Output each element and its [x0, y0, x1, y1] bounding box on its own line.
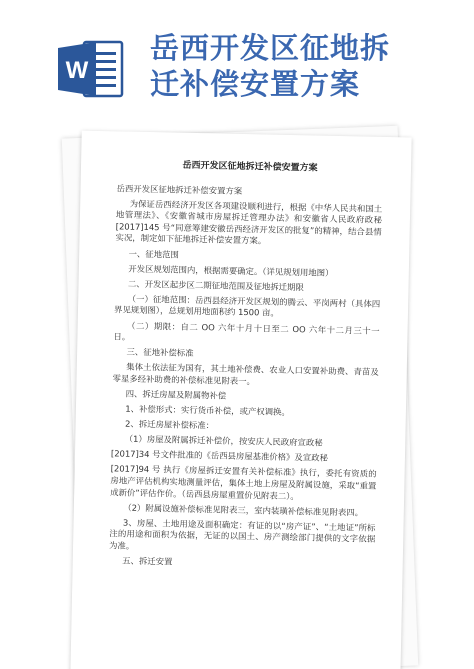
document-title: 岳西开发区征地拆迁补偿安置方案 [182, 160, 318, 174]
title-line-2: 迁补偿安置方案 [150, 67, 361, 101]
paragraph: （1）房屋及附属拆迁补偿价，按安庆人民政府宣政秘 [124, 433, 323, 448]
paragraph: 岳西开发区征地拆迁补偿安置方案 [116, 182, 243, 196]
page-title [150, 30, 470, 102]
word-letter: W [65, 57, 89, 84]
section-heading: 五、拆迁安置 [122, 555, 173, 567]
section-heading: 四、拆迁房屋及附属物补偿 [125, 388, 227, 401]
title-line-1: 岳西开发区征地拆 [150, 31, 391, 65]
paragraph: [2017]94 号 执行《房屋拆迁安置有关补偿标准》执行，委托有资质的房地产评估机构实地测量评估，集体土地上房屋及附属设施，采取“重置成新价”评估作价。（岳西县房屋重置价见附表二）。 [110, 463, 377, 501]
word-document-icon [58, 40, 124, 98]
document-preview-area [0, 112, 474, 669]
document-page[interactable] [70, 131, 411, 669]
paragraph: [2017]34 号文件批准的《岳西县房屋基准价格》及宣政秘 [110, 448, 329, 464]
header-banner [0, 0, 474, 112]
paragraph: 3、房屋、土地用途及面积确定：有证的以“房产证”、“土地证”所标注的用途和面积为依据，无证的以国土、房产测绘部门提供的文字依据为准。 [108, 517, 376, 551]
section-heading: 二、开发区起步区二期征地范围及征地拆迁期限 [127, 278, 304, 293]
paragraph: 2、拆迁房屋补偿标准： [124, 418, 215, 431]
paragraph: （一）征地范围：岳西县经济开发区规划的腾云、平岗两村（具体四界见规划图），总规划用地面积约 1500 亩。 [113, 293, 381, 319]
paragraph: （二）期限：自二 OO 六年十月十日至二 OO 六年十二月三十一日。 [113, 320, 380, 342]
section-heading: 一、征地范围 [128, 248, 179, 260]
paragraph: 开发区规划范围内，根据需要确定。（详见规划用地图） [128, 263, 334, 278]
paragraph: 集体土依法征为国有，其土地补偿费、农业人口安置补助费、青苗及零星多经补助费的补偿标准见附表一。 [112, 361, 379, 387]
paragraph: 1、补偿形式：实行货币补偿，或产权调换。 [125, 403, 290, 418]
paragraph: （2）附属设施补偿标准见附表三，室内装璜补偿标准见附表四。 [123, 502, 364, 518]
section-heading: 三、征地补偿标准 [126, 346, 194, 359]
document-body [109, 159, 384, 576]
paragraph: 为保证岳西经济开发区各项建设顺利进行，根据《中华人民共和国土地管理法》、《安徽省城市房屋拆迁管理办法》和安徽省人民政府政秘[2017]145 号“同意筹建安徽岳西经济开发区的批复”的精神，结合县情实况，制定如下征地拆迁补偿安置方案。 [115, 198, 383, 246]
